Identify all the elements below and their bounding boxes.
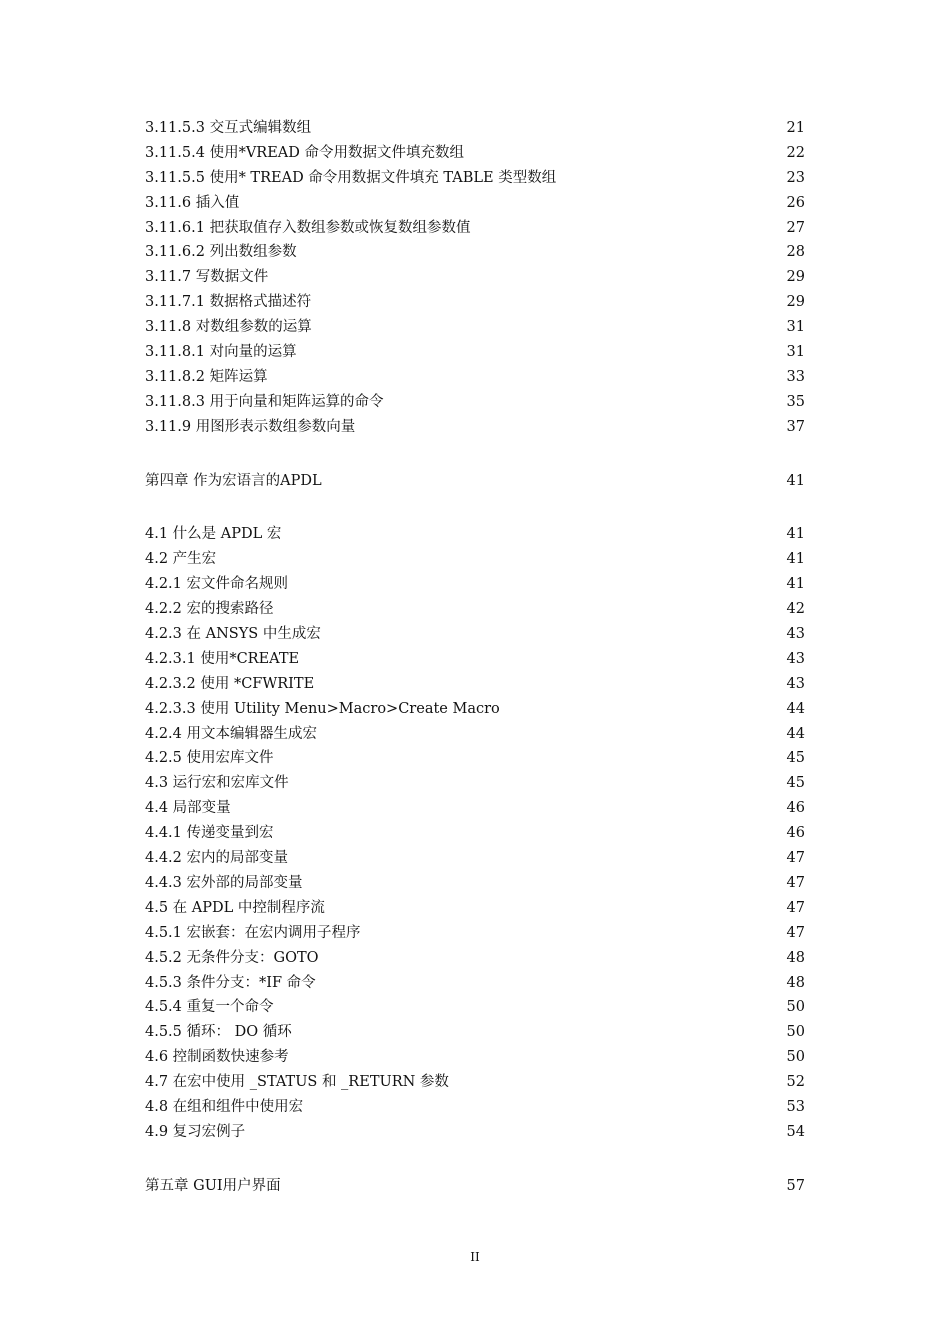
toc-entry[interactable] bbox=[145, 1020, 805, 1045]
toc-section-4 bbox=[145, 522, 805, 1144]
toc-entry-title: 4.5 在 APDL 中控制程序流 bbox=[145, 899, 325, 916]
toc-entry[interactable] bbox=[145, 697, 805, 722]
toc-page-number: 54 bbox=[786, 1123, 805, 1140]
toc-page-number: 47 bbox=[786, 899, 805, 916]
toc-entry[interactable] bbox=[145, 572, 805, 597]
toc-page-number: 31 bbox=[786, 319, 805, 336]
toc-page-number: 41 bbox=[786, 551, 805, 568]
toc-entry-title: 4.5.3 条件分支：*IF 命令 bbox=[145, 974, 316, 991]
toc-entry[interactable] bbox=[145, 365, 805, 390]
toc-entry-title: 4.5.2 无条件分支：GOTO bbox=[145, 949, 319, 966]
toc-page-number: 43 bbox=[786, 626, 805, 643]
toc-entry[interactable] bbox=[145, 722, 805, 747]
toc-page-number: 29 bbox=[786, 269, 805, 286]
toc-page-number: 47 bbox=[786, 924, 805, 941]
toc-page-number: 50 bbox=[786, 1049, 805, 1066]
toc-entry[interactable] bbox=[145, 265, 805, 290]
toc-page-number: 37 bbox=[786, 418, 805, 435]
toc-entry[interactable] bbox=[145, 547, 805, 572]
toc-page-number: 31 bbox=[786, 344, 805, 361]
toc-entry[interactable] bbox=[145, 1045, 805, 1070]
toc-entry[interactable] bbox=[145, 971, 805, 996]
toc-entry-title: 3.11.6.1 把获取值存入数组参数或恢复数组参数值 bbox=[145, 219, 471, 236]
toc-section-3-11 bbox=[145, 116, 805, 440]
toc-page-number: 45 bbox=[786, 775, 805, 792]
toc-entry-title: 4.1 什么是 APDL 宏 bbox=[145, 526, 282, 543]
toc-entry-title: 4.2.4 用文本编辑器生成宏 bbox=[145, 725, 318, 742]
toc-entry-title: 3.11.8.1 对向量的运算 bbox=[145, 344, 297, 361]
toc-chapter-title: 第四章 作为宏语言的APDL bbox=[145, 472, 322, 489]
toc-entry[interactable] bbox=[145, 191, 805, 216]
toc-page-number: 44 bbox=[786, 725, 805, 742]
toc-entry[interactable] bbox=[145, 896, 805, 921]
toc-entry[interactable] bbox=[145, 290, 805, 315]
toc-page-number: 48 bbox=[786, 949, 805, 966]
toc-page-number: 52 bbox=[786, 1074, 805, 1091]
toc-entry[interactable] bbox=[145, 166, 805, 191]
toc-entry-title: 4.5.1 宏嵌套：在宏内调用子程序 bbox=[145, 924, 361, 941]
toc-entry-title: 4.9 复习宏例子 bbox=[145, 1123, 246, 1140]
toc-page-number: 46 bbox=[786, 800, 805, 817]
toc-entry-title: 4.3 运行宏和宏库文件 bbox=[145, 775, 289, 792]
toc-page-number: 57 bbox=[786, 1177, 805, 1194]
toc-page-number: 53 bbox=[786, 1098, 805, 1115]
toc-entry-title: 4.6 控制函数快速参考 bbox=[145, 1049, 289, 1066]
toc-entry-title: 4.2.3.1 使用*CREATE bbox=[145, 650, 300, 667]
toc-entry-title: 3.11.7 写数据文件 bbox=[145, 269, 269, 286]
toc-entry-title: 4.5.4 重复一个命令 bbox=[145, 999, 274, 1016]
toc-entry-title: 4.7 在宏中使用 _STATUS 和 _RETURN 参数 bbox=[145, 1074, 449, 1091]
toc-entry[interactable] bbox=[145, 1120, 805, 1145]
toc-entry[interactable] bbox=[145, 995, 805, 1020]
toc-entry[interactable] bbox=[145, 946, 805, 971]
toc-entry-title: 3.11.8.3 用于向量和矩阵运算的命令 bbox=[145, 393, 384, 410]
toc-page-number: 23 bbox=[786, 169, 805, 186]
toc-entry[interactable] bbox=[145, 116, 805, 141]
toc-page-number: 45 bbox=[786, 750, 805, 767]
toc-entry[interactable] bbox=[145, 315, 805, 340]
toc-entry[interactable] bbox=[145, 415, 805, 440]
toc-entry-title: 3.11.7.1 数据格式描述符 bbox=[145, 294, 312, 311]
toc-page-number: 42 bbox=[786, 601, 805, 618]
toc-entry-title: 4.2.5 使用宏库文件 bbox=[145, 750, 274, 767]
toc-entry[interactable] bbox=[145, 216, 805, 241]
toc-entry[interactable] bbox=[145, 390, 805, 415]
toc-entry[interactable] bbox=[145, 340, 805, 365]
toc-entry-title: 3.11.8.2 矩阵运算 bbox=[145, 368, 268, 385]
toc-entry[interactable] bbox=[145, 746, 805, 771]
toc-entry[interactable] bbox=[145, 1070, 805, 1095]
toc-chapter-5[interactable] bbox=[145, 1174, 805, 1199]
toc-entry-title: 3.11.5.3 交互式编辑数组 bbox=[145, 120, 312, 136]
toc-chapter-title: 第五章 GUI用户界面 bbox=[145, 1177, 281, 1194]
toc-page-number: 41 bbox=[786, 576, 805, 593]
toc-entry-title: 4.4.1 传递变量到宏 bbox=[145, 825, 274, 842]
toc-chapter-4[interactable] bbox=[145, 469, 805, 494]
toc-entry-title: 3.11.5.4 使用*VREAD 命令用数据文件填充数组 bbox=[145, 144, 464, 161]
toc-entry-title: 4.4.3 宏外部的局部变量 bbox=[145, 874, 303, 891]
toc-page-number: 44 bbox=[786, 700, 805, 717]
spacer bbox=[145, 440, 805, 469]
spacer bbox=[145, 1145, 805, 1174]
toc-entry[interactable] bbox=[145, 846, 805, 871]
toc-page-number: 47 bbox=[786, 850, 805, 867]
page-footer-number: II bbox=[470, 1250, 480, 1264]
toc-page-number: 46 bbox=[786, 825, 805, 842]
toc-entry-title: 4.2.3.2 使用 *CFWRITE bbox=[145, 675, 315, 692]
toc-entry-title: 4.2.3 在 ANSYS 中生成宏 bbox=[145, 626, 321, 643]
toc-entry[interactable] bbox=[145, 821, 805, 846]
toc-page-number: 43 bbox=[786, 650, 805, 667]
toc-entry-title: 3.11.8 对数组参数的运算 bbox=[145, 319, 312, 336]
toc-entry[interactable] bbox=[145, 240, 805, 265]
toc-page-number: 22 bbox=[786, 144, 805, 161]
toc-entry-title: 4.2.1 宏文件命名规则 bbox=[145, 576, 289, 593]
toc-entry[interactable] bbox=[145, 622, 805, 647]
toc-page-number: 50 bbox=[786, 1024, 805, 1041]
toc-entry[interactable] bbox=[145, 647, 805, 672]
toc-page-number: 26 bbox=[786, 194, 805, 211]
toc-entry[interactable] bbox=[145, 771, 805, 796]
toc-page-number: 41 bbox=[786, 472, 805, 489]
toc-page-number: 48 bbox=[786, 974, 805, 991]
toc-entry-title: 4.2.3.3 使用 Utility Menu>Macro>Create Macro bbox=[145, 700, 500, 717]
toc-entry-title: 4.2 产生宏 bbox=[145, 551, 217, 568]
toc-entry-title: 4.4.2 宏内的局部变量 bbox=[145, 850, 289, 867]
toc-entry-title: 4.8 在组和组件中使用宏 bbox=[145, 1098, 304, 1115]
spacer bbox=[145, 493, 805, 522]
toc-page-number: 43 bbox=[786, 675, 805, 692]
toc-page-number: 29 bbox=[786, 294, 805, 311]
toc-page-number: 41 bbox=[786, 526, 805, 543]
toc-entry[interactable] bbox=[145, 522, 805, 547]
table-of-contents bbox=[145, 116, 805, 1199]
toc-entry-title: 4.4 局部变量 bbox=[145, 800, 231, 817]
toc-entry[interactable] bbox=[145, 141, 805, 166]
toc-entry-title: 3.11.9 用图形表示数组参数向量 bbox=[145, 418, 356, 435]
toc-entry[interactable] bbox=[145, 871, 805, 896]
toc-page-number: 47 bbox=[786, 874, 805, 891]
toc-page-number: 50 bbox=[786, 999, 805, 1016]
toc-entry-title: 4.2.2 宏的搜索路径 bbox=[145, 601, 274, 618]
toc-page-number: 28 bbox=[786, 244, 805, 261]
toc-entry[interactable] bbox=[145, 796, 805, 821]
toc-page-number: 33 bbox=[786, 368, 805, 385]
toc-page-number: 21 bbox=[786, 120, 805, 136]
toc-entry-title: 3.11.6 插入值 bbox=[145, 194, 240, 211]
toc-entry[interactable] bbox=[145, 597, 805, 622]
toc-entry[interactable] bbox=[145, 921, 805, 946]
toc-entry-title: 3.11.5.5 使用* TREAD 命令用数据文件填充 TABLE 类型数组 bbox=[145, 169, 557, 186]
toc-entry-title: 3.11.6.2 列出数组参数 bbox=[145, 244, 297, 261]
toc-entry[interactable] bbox=[145, 1095, 805, 1120]
toc-entry[interactable] bbox=[145, 672, 805, 697]
toc-page-number: 27 bbox=[786, 219, 805, 236]
toc-page-number: 35 bbox=[786, 393, 805, 410]
toc-entry-title: 4.5.5 循环： DO 循环 bbox=[145, 1024, 292, 1041]
